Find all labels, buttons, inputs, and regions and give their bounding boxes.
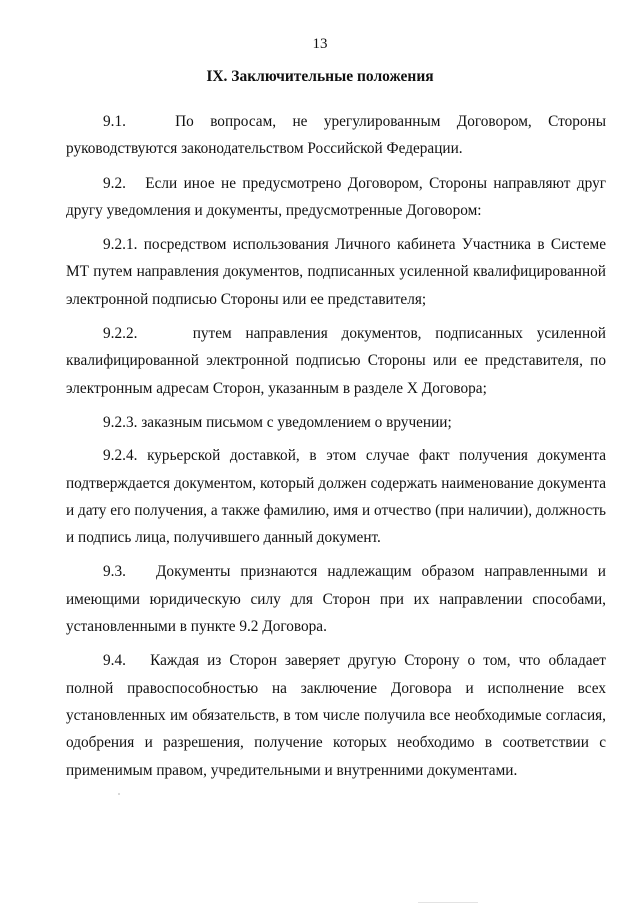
clause-text: Если иное не предусмотрено Договором, Стороны направляют друг другу уведомления и документы, предусмотренные Договором: (66, 174, 606, 219)
paragraph-9-2 (66, 170, 606, 225)
document-body (66, 108, 606, 791)
section-title: IX. Заключительные положения (206, 68, 434, 85)
clause-text: Каждая из Сторон заверяет другую Сторону о том, что обладает полной правоспособностью на заключение Договора и исполнение всех установленных им обязательств, в том числе получила все необходимые согласия, одобрения и разрешения, получение которых необходимо в соответствии с применимым правом, учредительными и внутренними документами. (66, 652, 606, 779)
paragraph-9-4 (66, 647, 606, 783)
clause-text: курьерской доставкой, в этом случае факт получения документа подтверждается документом, который должен содержать наименование документа и дату его получения, а также фамилию, имя и отчество (при наличии), должность и подпись лица, получившего данный документ. (66, 447, 606, 547)
clause-text: заказным письмом с уведомлением о вручении; (141, 413, 452, 431)
paragraph-9-2-3 (66, 409, 606, 436)
page-number: 13 (312, 36, 328, 52)
paragraph-9-3 (66, 558, 606, 640)
scan-artifact (118, 793, 120, 795)
clause-number: 9.3. (103, 563, 126, 581)
clause-text: По вопросам, не урегулированным Договором, Стороны руководствуются законодательством Российской Федерации. (66, 113, 606, 158)
clause-text: Документы признаются надлежащим образом направленными и имеющими юридическую силу для Сторон при их направлении способами, установленными в пункте 9.2 Договора. (66, 563, 606, 636)
clause-text: путем направления документов, подписанных усиленной квалифицированной электронной подписью Стороны или ее представителя, по электронным адресам Сторон, указанным в разделе X Договора; (66, 325, 606, 397)
clause-number: 9.1. (103, 113, 126, 130)
scan-artifact (418, 902, 478, 903)
clause-number: 9.2. (103, 174, 126, 192)
clause-number: 9.2.4. (103, 447, 138, 465)
clause-number: 9.4. (103, 652, 126, 670)
paragraph-9-1 (66, 108, 606, 163)
clause-text: посредством использования Личного кабинета Участника в Системе МТ путем направления документов, подписанных усиленной квалифицированной электронной подписью Стороны или ее представителя; (66, 236, 606, 308)
paragraph-9-2-1 (66, 231, 606, 313)
clause-number: 9.2.3. (103, 413, 138, 431)
clause-number: 9.2.1. (103, 236, 138, 254)
clause-number: 9.2.2. (103, 325, 138, 343)
paragraph-9-2-2 (66, 320, 606, 402)
paragraph-9-2-4 (66, 442, 606, 551)
